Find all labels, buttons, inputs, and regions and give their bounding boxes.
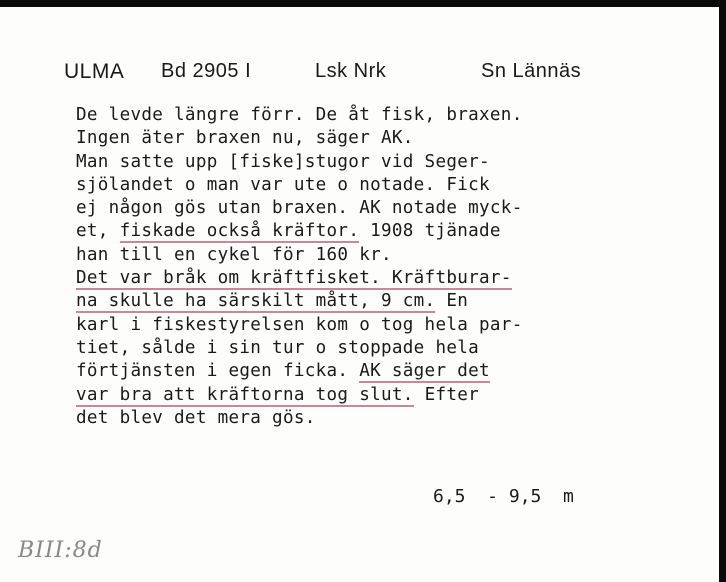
underlined-segment: AK säger det <box>359 361 490 382</box>
frame-right-border <box>719 0 726 582</box>
text-line <box>76 267 676 290</box>
underlined-segment: Det var bråk om kräftfisket. Kräftburar- <box>76 268 512 289</box>
frame-top-border <box>0 0 726 7</box>
text-line <box>76 197 676 220</box>
catalog-mark: BIII:8d <box>18 538 103 563</box>
reference-number: Bd 2905 I <box>161 60 252 82</box>
text-segment: ej någon gös utan braxen. AK notade myck- <box>76 198 523 219</box>
text-line <box>76 220 676 243</box>
text-segment: tiet, sålde i sin tur o stoppade hela <box>76 337 480 358</box>
text-line <box>76 104 676 127</box>
archive-code: ULMA <box>64 60 125 83</box>
text-line <box>76 314 676 337</box>
text-segment: Man satte upp [fiske]stugor vid Seger- <box>76 151 490 172</box>
underlined-segment: fiskade också kräftor. <box>119 221 360 242</box>
district-code: Lsk Nrk <box>315 60 387 82</box>
measurement-range: 6,5 - 9,5 m <box>433 486 574 507</box>
text-segment: det blev det mera gös. <box>76 407 316 428</box>
text-segment: sjölandet o man var ute o notade. Fick <box>76 174 490 195</box>
text-segment: En <box>435 291 469 312</box>
card-header <box>64 60 644 90</box>
parish-name: Sn Lännäs <box>481 60 582 82</box>
underlined-segment: var bra att kräftorna tog slut. <box>76 384 414 405</box>
text-segment: han till en cykel för 160 kr. <box>76 244 392 265</box>
text-line <box>76 174 676 197</box>
card-body-text <box>76 104 676 430</box>
text-segment: et, <box>76 221 120 242</box>
text-line <box>76 407 676 430</box>
text-segment: förtjänsten i egen ficka. <box>76 361 360 382</box>
text-line <box>76 337 676 360</box>
underlined-segment: na skulle ha särskilt mått, 9 cm. <box>76 291 436 312</box>
text-segment: 1908 tjänade <box>359 221 501 242</box>
text-line <box>76 244 676 267</box>
text-line <box>76 290 676 313</box>
text-line <box>76 360 676 383</box>
text-segment: De levde längre förr. De åt fisk, braxen. <box>76 105 523 125</box>
text-segment: karl i fiskestyrelsen kom o tog hela par- <box>76 314 523 335</box>
text-line <box>76 384 676 407</box>
text-line <box>76 127 676 150</box>
text-segment: Efter <box>413 384 480 405</box>
text-segment: Ingen äter braxen nu, säger AK. <box>76 128 414 149</box>
text-line <box>76 151 676 174</box>
